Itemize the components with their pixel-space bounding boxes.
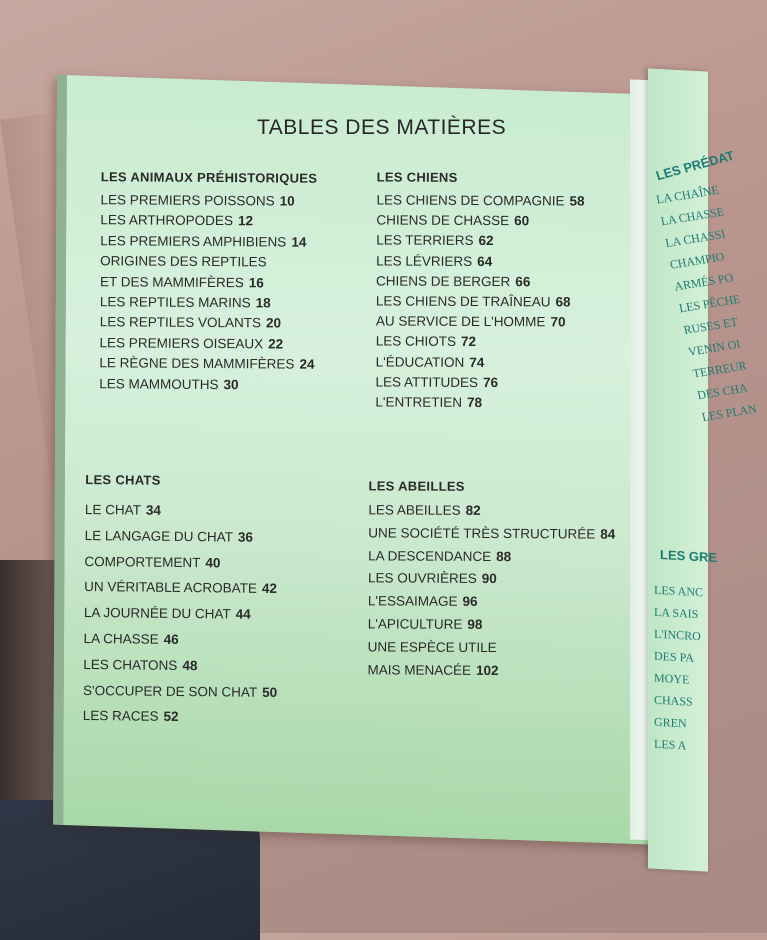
entry-page-number: 84 (600, 526, 616, 542)
entry-page-number: 10 (279, 193, 295, 209)
entry-title: MAIS MENACÉE (367, 661, 472, 678)
entry-page-number: 102 (476, 662, 499, 678)
next-page-line: ARMÉS PO (673, 270, 735, 294)
section-heading: LES CHATS (85, 471, 161, 488)
entry-title: LES REPTILES MARINS (99, 294, 251, 311)
section-heading: LES ANIMAUX PRÉHISTORIQUES (100, 169, 318, 186)
section-dogs (375, 169, 584, 413)
entry-title: LES TERRIERS (376, 232, 474, 249)
next-page-heading-2: LES GRE (660, 547, 718, 566)
entry-title: LES RACES (82, 708, 159, 725)
next-page-line: VENIN OI (686, 336, 742, 359)
next-page-line: LA CHASSI (663, 226, 727, 251)
next-page-line: LES PLAN (700, 401, 758, 425)
entry-page-number: 46 (163, 631, 179, 647)
next-page-lines-1 (654, 179, 767, 428)
next-page-line: TERREUR (691, 358, 748, 381)
toc-entry (375, 372, 583, 393)
toc-entry (100, 211, 317, 233)
entry-page-number: 48 (182, 657, 198, 673)
entry-title: ET DES MAMMIFÈRES (99, 273, 244, 290)
entry-title: LES PREMIERS OISEAUX (99, 335, 264, 352)
toc-entry (376, 231, 584, 252)
entry-list (99, 190, 317, 396)
toc-entry (100, 190, 317, 212)
entry-title: LES LÉVRIERS (376, 253, 473, 269)
next-page-line: DES PA (654, 648, 694, 665)
toc-entry (99, 374, 316, 396)
next-page-heading-1: LES PRÉDAT (654, 147, 737, 184)
entry-title: LES CHIENS DE COMPAGNIE (376, 192, 565, 209)
entry-page-number: 36 (237, 529, 254, 545)
next-page-line: LES ANC (654, 582, 704, 600)
toc-entry (368, 522, 615, 546)
entry-title: CHIENS DE BERGER (376, 273, 511, 289)
toc-entry (100, 333, 317, 355)
entry-page-number: 14 (291, 234, 307, 250)
entry-page-number: 34 (145, 502, 162, 518)
entry-page-number: 98 (467, 616, 483, 632)
page-title: TABLES DES MATIÈRES (257, 116, 507, 139)
entry-title: LES PREMIERS POISSONS (100, 192, 275, 209)
entry-title: LES MAMMOUTHS (99, 375, 219, 392)
entry-page-number: 20 (265, 315, 282, 331)
entry-page-number: 44 (235, 606, 251, 622)
toc-entry (368, 499, 615, 523)
toc-entry (376, 190, 584, 211)
entry-title: LES OUVRIÈRES (367, 570, 477, 587)
section-heading: LES ABEILLES (368, 478, 465, 494)
toc-entry (375, 392, 583, 413)
entry-title: LE LANGAGE DU CHAT (84, 527, 234, 545)
entry-title: LES CHIOTS (375, 333, 457, 350)
next-page-line: LES A (654, 736, 687, 753)
book-page-right-edge (648, 68, 758, 871)
entry-title: LES CHATONS (83, 656, 178, 673)
next-page-line: LA SAIS (654, 604, 699, 622)
entry-title: LES ABEILLES (368, 502, 461, 518)
entry-page-number: 90 (481, 571, 497, 587)
entry-title: LA DESCENDANCE (368, 547, 492, 564)
entry-page-number: 68 (555, 294, 571, 310)
toc-entry (376, 251, 584, 272)
toc-entry (83, 678, 277, 706)
entry-title: L'APICULTURE (367, 616, 463, 632)
entry-page-number: 42 (261, 581, 278, 597)
entry-title: LA CHASSE (83, 630, 159, 647)
entry-page-number: 22 (268, 336, 284, 352)
toc-entry (376, 291, 584, 312)
next-page-line: CHAMPIO (668, 249, 726, 272)
entry-page-number: 60 (514, 213, 530, 229)
entry-page-number: 70 (550, 314, 566, 330)
section-bees (367, 478, 615, 683)
toc-entry (84, 574, 278, 602)
entry-page-number: 74 (469, 354, 485, 370)
toc-entry (100, 272, 317, 294)
section-cats (83, 472, 280, 731)
next-page-line: LA CHASSE (659, 204, 726, 229)
entry-page-number: 88 (496, 548, 512, 564)
entry-page-number: 96 (462, 594, 478, 610)
entry-page-number: 78 (466, 394, 483, 411)
next-page-line: CHASS (654, 692, 693, 709)
entry-title: UNE ESPÈCE UTILE (367, 639, 497, 655)
section-heading: LES CHIENS (376, 169, 458, 185)
entry-title: LES REPTILES VOLANTS (99, 314, 262, 331)
next-page-line: LES PÊCHE (677, 291, 742, 316)
entry-list (375, 190, 584, 413)
toc-entry (83, 703, 277, 731)
entry-title: LES PREMIERS AMPHIBIENS (100, 233, 287, 250)
section-prehistoric (99, 169, 317, 396)
entry-title: S'OCCUPER DE SON CHAT (82, 682, 258, 700)
toc-entry (85, 523, 279, 551)
entry-page-number: 62 (478, 233, 494, 249)
entry-title: AU SERVICE DE L'HOMME (375, 313, 546, 330)
toc-entry (367, 659, 614, 683)
entry-page-number: 30 (223, 376, 239, 392)
toc-entry (100, 231, 317, 253)
entry-list (367, 499, 615, 683)
entry-page-number: 16 (248, 274, 264, 291)
next-page-lines-2 (654, 579, 703, 758)
entry-page-number: 52 (163, 709, 179, 725)
entry-page-number: 58 (569, 193, 585, 209)
next-page-line: MOYE (654, 670, 690, 687)
entry-page-number: 76 (483, 374, 499, 390)
next-page-line: L'INCRO (654, 626, 701, 644)
entry-title: L'ESSAIMAGE (367, 593, 458, 610)
entry-title: UNE SOCIÉTÉ TRÈS STRUCTURÉE (368, 525, 596, 542)
toc-entry (100, 251, 317, 273)
toc-entry (368, 545, 615, 569)
entry-title: LE CHAT (84, 501, 142, 518)
toc-entry (368, 568, 615, 592)
entry-title: L'ENTRETIEN (375, 394, 463, 410)
toc-entry (376, 211, 584, 232)
toc-entry (368, 636, 615, 660)
entry-title: LES ATTITUDES (375, 374, 479, 390)
entry-title: UN VÉRITABLE ACROBATE (84, 579, 258, 597)
toc-entry (376, 312, 584, 333)
entry-title: CHIENS DE CHASSE (376, 212, 510, 229)
entry-page-number: 50 (262, 684, 278, 700)
toc-entry (376, 332, 584, 353)
next-page-line: DES CHA (695, 380, 749, 403)
toc-entry (85, 497, 279, 525)
toc-entry (368, 591, 615, 615)
entry-title: L'ÉDUCATION (375, 354, 465, 370)
next-page-line: RUSES ET (682, 314, 740, 338)
entry-list (83, 497, 280, 731)
entry-page-number: 12 (237, 213, 254, 229)
entry-page-number: 40 (205, 554, 221, 571)
toc-entry (100, 313, 317, 335)
entry-page-number: 18 (255, 295, 271, 311)
entry-page-number: 64 (477, 253, 493, 269)
toc-entry (100, 292, 317, 314)
toc-entry (83, 626, 277, 654)
toc-entry (99, 353, 316, 375)
entry-title: LES CHIENS DE TRAÎNEAU (375, 293, 551, 310)
entry-title: LA JOURNÉE DU CHAT (83, 605, 231, 622)
toc-entry (84, 600, 278, 628)
entry-page-number: 82 (465, 502, 481, 518)
entry-page-number: 24 (299, 356, 315, 372)
next-page-line: GREN (654, 714, 687, 731)
dark-fabric-corner (0, 560, 60, 820)
entry-page-number: 66 (515, 273, 531, 290)
toc-entry (376, 352, 584, 373)
toc-entry (368, 613, 615, 637)
entry-title: LE RÈGNE DES MAMMIFÈRES (99, 355, 295, 372)
toc-entry (376, 271, 584, 292)
toc-entry (83, 652, 277, 680)
entry-title: COMPORTEMENT (84, 553, 201, 570)
toc-entry (84, 549, 278, 577)
next-page-line: LA CHAÎNE (654, 182, 721, 207)
entry-page-number: 72 (460, 334, 477, 350)
entry-title: ORIGINES DES REPTILES (100, 253, 267, 270)
entry-title: LES ARTHROPODES (100, 212, 234, 229)
